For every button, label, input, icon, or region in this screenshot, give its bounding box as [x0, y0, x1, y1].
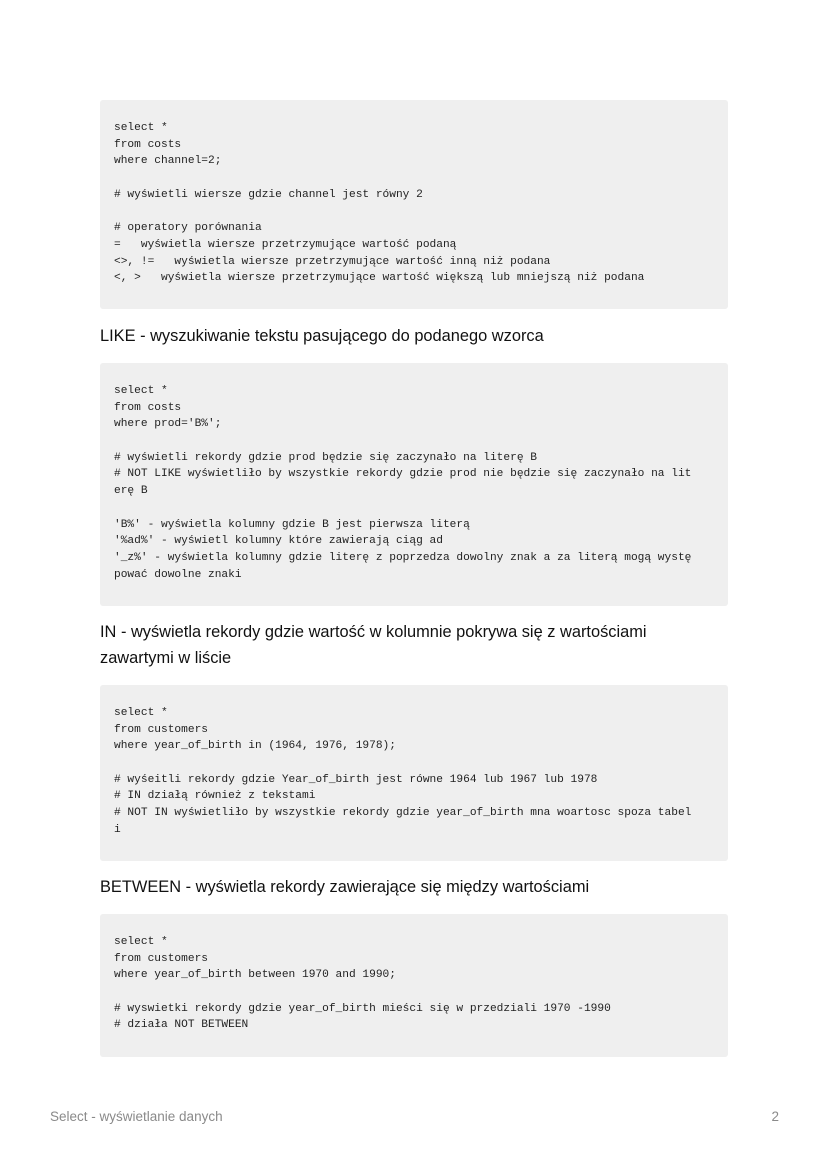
code-line: [114, 500, 714, 517]
code-line: where year_of_birth in (1964, 1976, 1978);: [114, 740, 396, 753]
code-line: # operatory porównania: [114, 222, 262, 235]
code-line: where channel=2;: [114, 155, 222, 168]
code-line: select *: [114, 385, 168, 397]
code-line: # wyświetli rekordy gdzie prod będzie się zaczynało na literę B: [114, 451, 537, 464]
heading-line: zawartymi w liście: [100, 649, 232, 667]
code-line: '_z%' - wyświetla kolumny gdzie literę z poprzedza dowolny znak a za literą mogą wystę: [114, 551, 692, 564]
code-line: 'B%' - wyświetla kolumny gdzie B jest pierwsza literą: [114, 518, 470, 531]
code-line: <>, != wyświetla wiersze przetrzymujące wartość inną niż podana: [114, 255, 551, 268]
code-line: # działa NOT BETWEEN: [114, 1019, 249, 1032]
code-line: [114, 984, 714, 1001]
code-block-comparison: [100, 100, 728, 309]
code-line: erę B: [114, 485, 148, 498]
section-heading-like: LIKE - wyszukiwanie tekstu pasującego do podanego wzorca: [100, 327, 544, 345]
code-line: [114, 170, 714, 187]
code-line: from customers: [114, 723, 208, 736]
heading-line: IN - wyświetla rekordy gdzie wartość w kolumnie pokrywa się z wartościami: [100, 623, 647, 641]
code-line: [114, 755, 714, 772]
code-line: <, > wyświetla wiersze przetrzymujące wartość większą lub mniejszą niż podana: [114, 272, 645, 285]
code-line: # wyswietki rekordy gdzie year_of_birth mieści się w przedziali 1970 -1990: [114, 1002, 611, 1015]
code-line: from customers: [114, 952, 208, 965]
code-line: # NOT LIKE wyświetliło by wszystkie rekordy gdzie prod nie będzie się zaczynało na lit: [114, 468, 692, 481]
code-line: # wyświetli wiersze gdzie channel jest równy 2: [114, 188, 423, 201]
code-line: from costs: [114, 401, 182, 414]
section-heading-between: BETWEEN - wyświetla rekordy zawierające się między wartościami: [100, 878, 590, 896]
code-line: select *: [114, 122, 168, 134]
code-line: from costs: [114, 138, 182, 151]
code-line: = wyświetla wiersze przetrzymujące wartość podaną: [114, 238, 457, 251]
footer-page-number: 2: [771, 1109, 779, 1124]
code-line: where prod='B%';: [114, 418, 222, 431]
code-line: select *: [114, 936, 168, 948]
code-line: [114, 433, 714, 450]
footer-document-title: Select - wyświetlanie danych: [50, 1109, 223, 1124]
code-block-between: [100, 914, 728, 1057]
code-block-in: [100, 685, 728, 861]
code-line: # wyśeitli rekordy gdzie Year_of_birth jest równe 1964 lub 1967 lub 1978: [114, 773, 598, 786]
code-block-like: [100, 363, 728, 606]
code-line: '%ad%' - wyświetl kolumny które zawierają ciąg ad: [114, 535, 443, 548]
code-line: # IN działą również z tekstami: [114, 790, 316, 803]
code-line: where year_of_birth between 1970 and 1990;: [114, 969, 396, 982]
code-line: [114, 203, 714, 220]
code-line: pować dowolne znaki: [114, 568, 242, 581]
code-line: # NOT IN wyświetliło by wszystkie rekordy gdzie year_of_birth mna woartosc spoza tabel: [114, 807, 692, 820]
code-line: select *: [114, 707, 168, 719]
code-line: i: [114, 823, 121, 836]
section-heading-in: [100, 619, 728, 671]
